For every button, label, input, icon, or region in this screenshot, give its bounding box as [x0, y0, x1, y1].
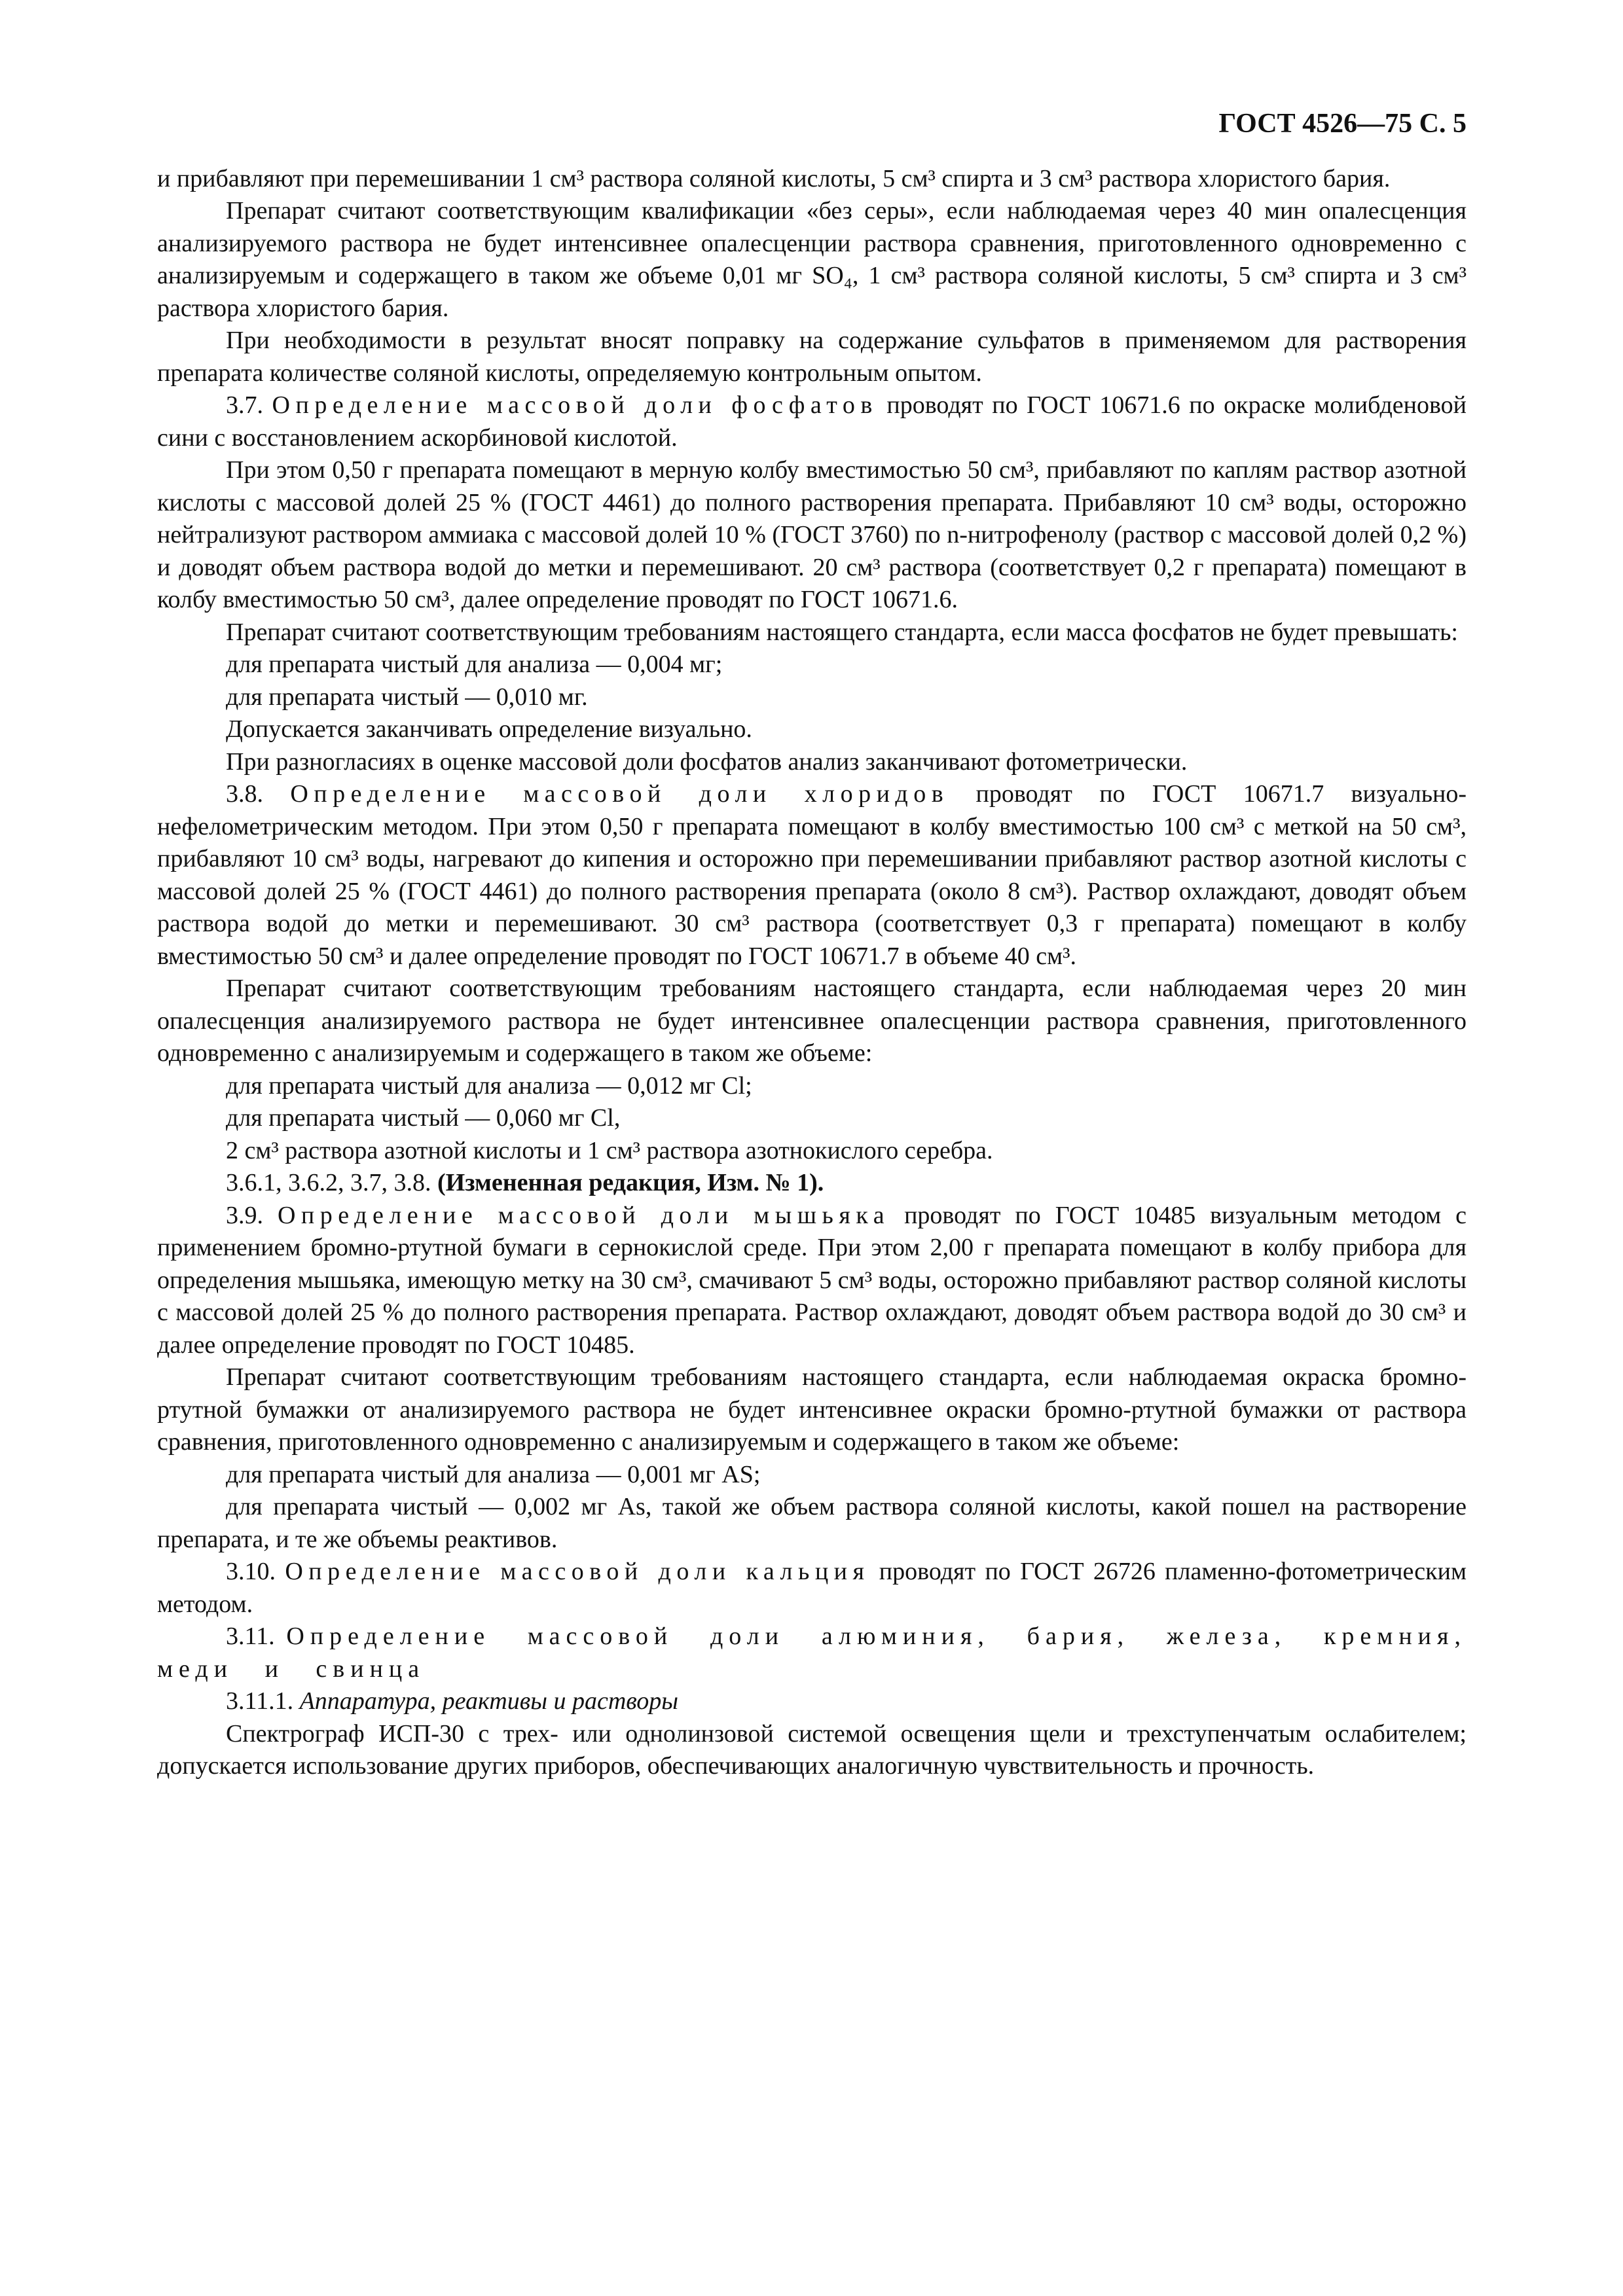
list-item: для препарата чистый для анализа — 0,001 мг AS;: [226, 1460, 761, 1488]
paragraph: При этом 0,50 г препарата помещают в мерную колбу вместимостью 50 см³, прибавляют по каплям раствор азотной кислоты с массовой долей 25 % (ГОСТ 4461) до полного растворения препарата. Прибавляют 10 см³ воды, осторожно нейтрализуют раствором аммиака с массовой долей 10 % (ГОСТ 3760) по n-нитрофенолу (раствор с массовой долей 0,2 %) и доводят объем раствора водой до метки и перемешивают. 20 см³ раствора (соответствует 0,2 г препарата) помещают в колбу вместимостью 50 см³, далее определение проводят по ГОСТ 10671.6.: [157, 456, 1467, 613]
edit-note-refs: 3.6.1, 3.6.2, 3.7, 3.8.: [226, 1169, 437, 1196]
section-number: 3.11.: [226, 1623, 275, 1650]
list-item: для препарата чистый — 0,010 мг.: [226, 683, 588, 711]
list-item: Допускается заканчивать определение визуально.: [226, 715, 752, 743]
section-text: проводят по ГОСТ 10671.6 по окраске молибденовой сини с восстановлением аскорбиновой кислотой.: [157, 391, 1467, 452]
section-text: проводят по ГОСТ 26726 пламенно-фотометрическим методом.: [157, 1558, 1467, 1618]
subsection-number: 3.11.1.: [226, 1687, 294, 1715]
paragraph: Спектрограф ИСП-30 с трех- или однолинзовой системой освещения щели и трехступенчатым ослабителем; допускается использование других приборов, обеспечивающих аналогичную чувствительность и прочность.: [157, 1719, 1467, 1780]
section-3-7: [157, 389, 1467, 454]
list-item: 2 см³ раствора азотной кислоты и 1 см³ раствора азотнокислого серебра.: [226, 1136, 993, 1164]
section-number: 3.9.: [226, 1201, 263, 1229]
section-number: 3.10.: [226, 1558, 276, 1585]
section-text: проводят по ГОСТ 10485 визуальным методом с применением бромно-ртутной бумаги в сернокислой среде. При этом 2,00 г препарата помещают в колбу прибора для определения мышьяка, имеющую метку на 30 см³, смачивают 5 см³ воды, осторожно прибавляют раствор соляной кислоты с массовой долей 25 % до полного растворения препарата. Раствор охлаждают, доводят объем раствора водой до 30 см³ и далее определение проводят по ГОСТ 10485.: [157, 1201, 1467, 1359]
section-3-8: [157, 778, 1467, 973]
section-number: 3.7.: [226, 391, 263, 419]
section-title: Определение массовой доли хлоридов: [290, 780, 949, 808]
list-item: для препарата чистый — 0,060 мг Cl,: [226, 1104, 621, 1132]
section-text: проводят по ГОСТ 10671.7 визуально-нефелометрическим методом. При этом 0,50 г препарата помещают в колбу вместимостью 100 см³ с меткой на 50 см³, прибавляют 10 см³ воды, нагревают до кипения и осторожно при перемешивании прибавляют раствор азотной кислоты с массовой долей 25 % (ГОСТ 4461) до полного растворения препарата (около 8 см³). Раствор охлаждают, доводят объем раствора водой до метки и перемешивают. 30 см³ раствора (соответствует 0,3 г препарата) помещают в колбу вместимостью 50 см³ и далее определение проводят по ГОСТ 10671.7 в объеме 40 см³.: [157, 780, 1467, 970]
list-item: для препарата чистый для анализа — 0,004 мг;: [226, 651, 723, 678]
paragraph: При необходимости в результат вносят поправку на содержание сульфатов в применяемом для растворения препарата количестве соляной кислоты, определяемую контрольным опытом.: [157, 327, 1467, 387]
paragraph: Препарат считают соответствующим требованиям настоящего стандарта, если наблюдаемая окраска бромно-ртутной бумажки от анализируемого раствора не будет интенсивнее окраски бромно-ртутной бумажки от раствора сравнения, приготовленного одновременно с анализируемым и содержащего в таком же объеме:: [157, 1363, 1467, 1456]
paragraph: и прибавляют при перемешивании 1 см³ раствора соляной кислоты, 5 см³ спирта и 3 см³ раствора хлористого бария.: [157, 164, 1391, 192]
section-title: Определение массовой доли фосфатов: [272, 391, 878, 419]
section-3-11: [157, 1621, 1467, 1685]
list-item: При разногласиях в оценке массовой доли фосфатов анализ заканчивают фотометрически.: [226, 747, 1188, 776]
section-title: Определение массовой доли алюминия, бария, железа, кремния, меди и свинца: [157, 1623, 1467, 1683]
document-page: [157, 108, 1467, 1783]
section-3-10: [157, 1556, 1467, 1621]
section-3-9: [157, 1200, 1467, 1362]
section-number: 3.8.: [226, 780, 263, 808]
paragraph: Препарат считают соответствующим требованиям настоящего стандарта, если масса фосфатов не будет превышать:: [226, 618, 1458, 646]
paragraph: Препарат считают соответствующим требованиям настоящего стандарта, если наблюдаемая через 20 мин опалесценция анализируемого раствора не будет интенсивнее опалесценции раствора сравнения, приготовленного одновременно с анализируемым и содержащего в таком же объеме:: [157, 975, 1467, 1067]
subsection-title: Аппаратура, реактивы и растворы: [299, 1687, 679, 1715]
list-item: для препарата чистый для анализа — 0,012 мг Cl;: [226, 1071, 752, 1100]
paragraph: Препарат считают соответствующим квалификации «без серы», если наблюдаемая через 40 мин опалесценция анализируемого раствора не будет интенсивнее опалесценции раствора сравнения, приготовленного одновременно с анализируемым и содержащего в таком же объеме 0,01 мг SO₄, 1 см³ раствора соляной кислоты, 5 см³ спирта и 3 см³ раствора хлористого бария.: [157, 197, 1467, 322]
edit-note: [157, 1167, 1467, 1200]
section-title: Определение массовой доли мышьяка: [277, 1201, 890, 1229]
page-header: ГОСТ 4526—75 С. 5: [1218, 109, 1467, 139]
section-title: Определение массовой доли кальция: [285, 1558, 870, 1585]
list-item: для препарата чистый — 0,002 мг As, такой же объем раствора соляной кислоты, какой пошел на растворение препарата, и те же объемы реактивов.: [157, 1493, 1467, 1553]
subsection-3-11-1: [157, 1685, 1467, 1718]
edit-note-label: (Измененная редакция, Изм. № 1).: [437, 1169, 824, 1196]
